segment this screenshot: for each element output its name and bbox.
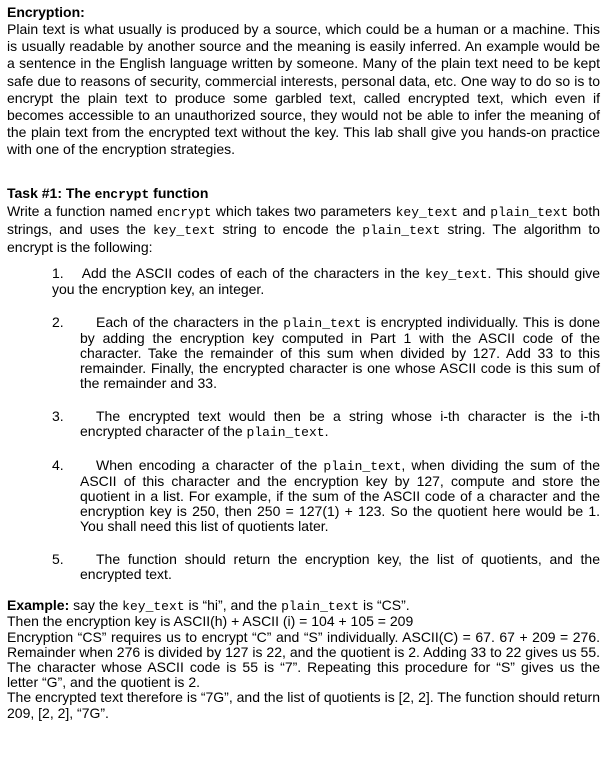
step-item [7, 409, 600, 440]
task-intro [7, 203, 600, 257]
step-number: 4. [52, 457, 64, 474]
example-section [7, 598, 600, 721]
step-code: key_text [425, 267, 488, 283]
code-plain-text: plain_text [281, 599, 360, 615]
step-item [7, 266, 600, 297]
step-number: 3. [52, 408, 64, 425]
task-heading [7, 185, 600, 203]
step-text: When encoding a character of the [96, 457, 324, 474]
step-number: 1. [52, 265, 64, 282]
step-code: plain_text [246, 425, 325, 441]
task-intro-text: string. The algorithm to encrypt is the following: [7, 220, 600, 256]
task-intro-text: which takes two parameters [211, 202, 396, 219]
example-line: The encrypted text therefore is “7G”, and the list of quotients is [2, 2]. The function should return 209, [2, 2], “7G”. [7, 689, 600, 721]
step-code: plain_text [323, 459, 402, 475]
example-line: Then the encryption key is ASCII(h) + ASCII (i) = 104 + 105 = 209 [7, 613, 414, 630]
step-text: The function should return the encryption key, the list of quotients, and the encrypted text. [80, 551, 600, 583]
encryption-heading: Encryption: [7, 4, 85, 20]
task-heading-code: encrypt [94, 186, 150, 202]
task-heading-suffix: function [149, 184, 209, 201]
task-intro-text: string to encode the [215, 220, 363, 237]
task-heading-prefix: Task #1: The [7, 184, 95, 201]
step-text: . [324, 423, 329, 440]
example-text: say the [69, 597, 123, 614]
code-encrypt: encrypt [156, 204, 212, 220]
step-text: Add the ASCII codes of each of the characters in the [81, 265, 426, 282]
algorithm-steps [7, 266, 600, 582]
example-line [7, 598, 600, 614]
task-intro-text: and [458, 202, 491, 219]
step-text: . This should give you the encryption key, an integer. [52, 265, 600, 298]
example-text: is “hi”, and the [184, 597, 282, 614]
step-code: plain_text [283, 316, 362, 332]
step-number: 5. [52, 551, 64, 568]
step-item [7, 458, 600, 534]
example-label: Example: [7, 597, 70, 614]
step-text: , when dividing the sum of the ASCII of this character and the encryption key by 127, compute and store the quotient in a list. For example, if the sum of the ASCII code of a character and the encryption key is 250, then 250 = 127(1) + 123. So the quotient here would be 1. You shall need this list of quotients later. [80, 457, 600, 535]
step-item [7, 552, 600, 582]
example-line: Encryption “CS” requires us to encrypt “C” and “S” individually. ASCII(C) = 67. 67 + 209 = 276. Remainder when 276 is divided by 127 is 22, and the quotient is 2. Adding 33 to 22 gives us 55. The character whose ASCII code is 55 is “7”. Repeating this procedure for “S” gives us the letter “G”, and the quotient is 2. [7, 628, 600, 691]
step-text: The encrypted text would then be a string whose i-th character is the i-th encrypted character of the [80, 408, 600, 440]
step-text: Each of the characters in the [96, 314, 284, 331]
task-intro-text: both strings, and uses the [7, 202, 600, 237]
code-plain-text: plain_text [362, 222, 441, 238]
task-intro-text: Write a function named [7, 202, 157, 219]
code-key-text: key_text [152, 222, 216, 238]
code-plain-text: plain_text [490, 204, 569, 220]
step-item [7, 315, 600, 391]
code-key-text: key_text [122, 599, 185, 615]
encryption-paragraph: Plain text is what usually is produced by a source, which could be a human or a machine. This is usually readable by another source and the meaning is easily inferred. An example would be a sentence in the English language written by someone. Many of the plain text need to be kept safe due to reasons of security, commercial interests, personal data, etc. One way to do so is to encrypt the plain text to produce some garbled text, called encrypted text, which even if becomes accessible to an unauthorized source, they would not be able to infer the meaning of the plain text from the encrypted text without the key. This lab shall give you hands-on practice with one of the encryption strategies. [7, 21, 600, 158]
code-key-text: key_text [395, 204, 459, 220]
step-number: 2. [52, 314, 64, 331]
step-text: is encrypted individually. This is done by adding the encryption key computed in Part 1 with the ASCII code of the character. Take the remainder of this sum when divided by 127. Add 33 to this remainder. Finally, the encrypted character is one whose ASCII code is this sum of the remainder and 33. [80, 314, 600, 392]
example-text: is “CS”. [359, 597, 410, 614]
